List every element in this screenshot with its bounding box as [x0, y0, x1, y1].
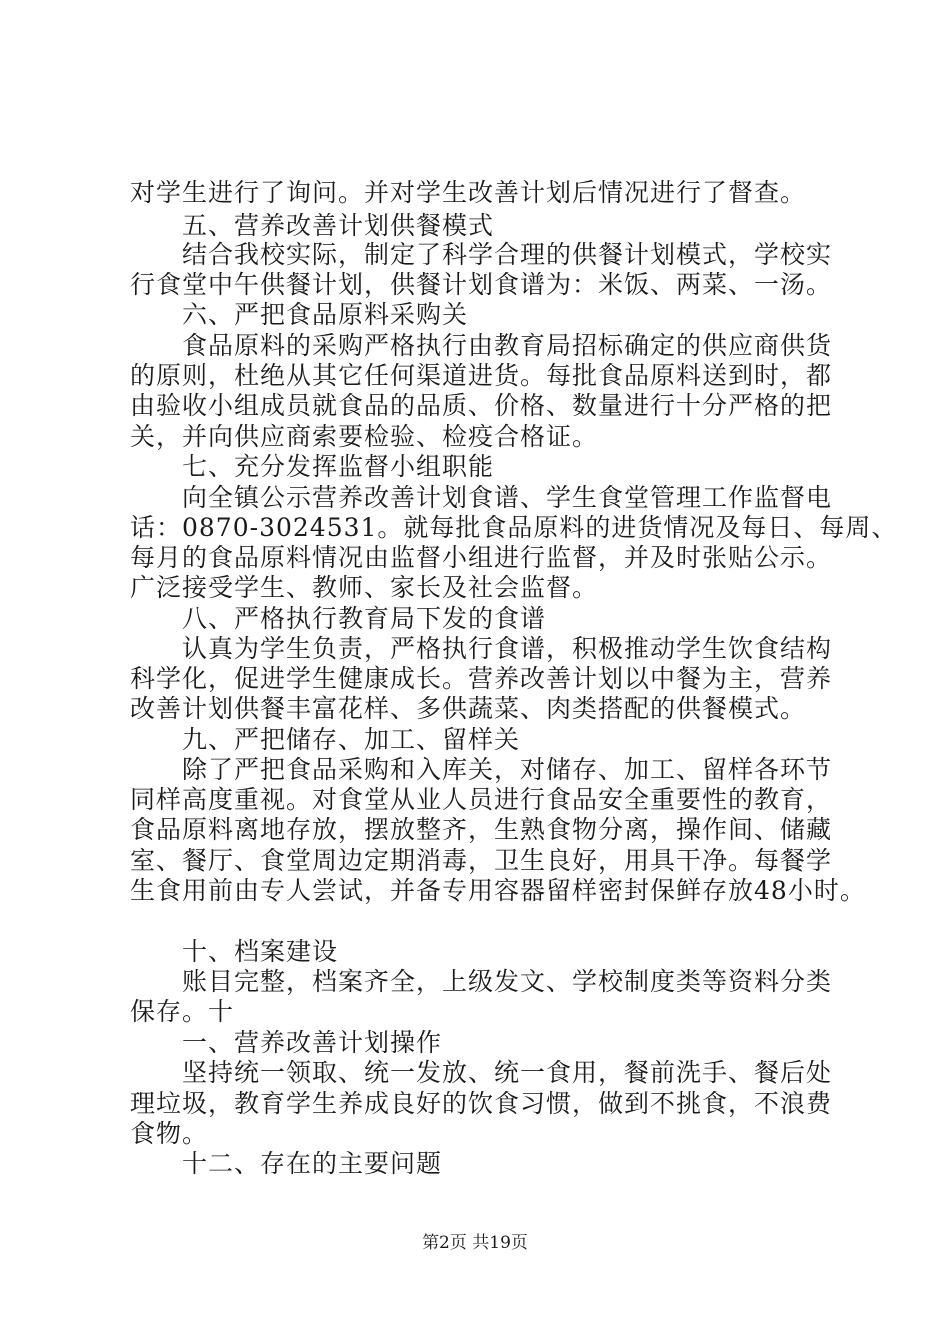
body-line: 科学化，促进学生健康成长。营养改善计划以中餐为主，营养	[130, 664, 833, 693]
body-line: 由验收小组成员就食品的品质、价格、数量进行十分严格的把	[130, 391, 833, 420]
body-line: 生食用前由专人尝试，并备专用容器留样密封保鲜存放48小时。	[130, 876, 866, 905]
section-heading: 七、充分发挥监督小组职能	[182, 452, 495, 481]
body-line: 食品原料离地存放，摆放整齐，生熟食物分离，操作间、储藏	[130, 815, 833, 844]
body-line: 话：0870-3024531。就每批食品原料的进货情况及每日、每周、	[130, 513, 898, 542]
body-line: 对学生进行了询问。并对学生改善计划后情况进行了督查。	[130, 178, 807, 207]
body-line: 每月的食品原料情况由监督小组进行监督，并及时张贴公示。	[130, 543, 833, 572]
section-heading: 十二、存在的主要问题	[182, 1149, 443, 1178]
body-line: 理垃圾，教育学生养成良好的饮食习惯，做到不挑食，不浪费	[130, 1089, 833, 1118]
body-line: 向全镇公示营养改善计划食谱、学生食堂管理工作监督电	[182, 483, 833, 512]
body-line: 账目完整，档案齐全，上级发文、学校制度类等资料分类	[182, 967, 833, 996]
body-line: 保存。十	[130, 997, 235, 1026]
section-heading: 五、营养改善计划供餐模式	[182, 211, 495, 240]
body-line: 改善计划供餐丰富花样、多供蔬菜、肉类搭配的供餐模式。	[130, 694, 807, 723]
body-line: 室、餐厅、食堂周边定期消毒，卫生良好，用具干净。每餐学	[130, 846, 833, 875]
body-line: 同样高度重视。对食堂从业人员进行食品安全重要性的教育，	[130, 785, 833, 814]
body-line: 广泛接受学生、教师、家长及社会监督。	[130, 573, 599, 602]
section-heading: 八、严格执行教育局下发的食谱	[182, 604, 547, 633]
body-line: 坚持统一领取、统一发放、统一食用，餐前洗手、餐后处	[182, 1058, 833, 1087]
body-line: 的原则，杜绝从其它任何渠道进货。每批食品原料送到时，都	[130, 361, 833, 390]
body-line: 认真为学生负责，严格执行食谱，积极推动学生饮食结构	[182, 634, 833, 663]
body-line: 食物。	[130, 1119, 209, 1148]
section-heading: 九、严把储存、加工、留样关	[182, 725, 521, 754]
section-heading: 一、营养改善计划操作	[182, 1028, 443, 1057]
page-number-footer: 第2页 共19页	[422, 1233, 528, 1253]
body-line: 食品原料的采购严格执行由教育局招标确定的供应商供货	[182, 331, 833, 360]
section-heading: 六、严把食品原料采购关	[182, 300, 469, 329]
body-line: 关，并向供应商索要检验、检疫合格证。	[130, 422, 599, 451]
body-line: 行食堂中午供餐计划，供餐计划食谱为：米饭、两菜、一汤。	[130, 270, 833, 299]
body-line: 除了严把食品采购和入库关，对储存、加工、留样各环节	[182, 755, 833, 784]
section-heading: 十、档案建设	[182, 937, 339, 966]
body-line: 结合我校实际，制定了科学合理的供餐计划模式，学校实	[182, 240, 833, 269]
